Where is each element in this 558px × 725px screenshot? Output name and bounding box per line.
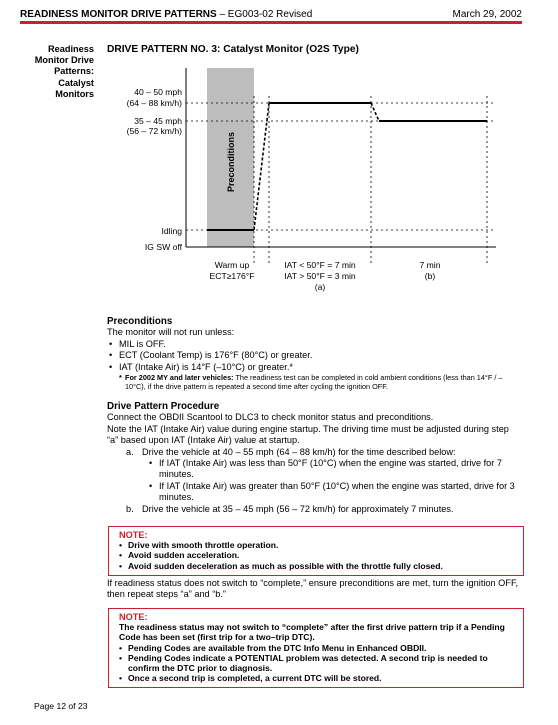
note-1-item: • Avoid sudden deceleration as much as possible with the throttle fully closed. bbox=[119, 561, 515, 571]
y-label-56-72: (56 – 72 km/h) bbox=[126, 126, 182, 136]
precondition-item: • ECT (Coolant Temp) is 176°F (80°C) or greater. bbox=[107, 350, 519, 361]
header-date: March 29, 2002 bbox=[452, 9, 522, 20]
segment-a-line1: IAT < 50°F = 7 min bbox=[284, 260, 356, 270]
segment-b-mark: (b) bbox=[424, 271, 436, 281]
drive-pattern-diagram bbox=[108, 60, 508, 300]
preconditions-list bbox=[107, 339, 519, 373]
note-1-item: • Drive with smooth throttle operation. bbox=[119, 540, 515, 550]
step-b-text: Drive the vehicle at 35 – 45 mph (56 – 72 km/h) for approximately 7 minutes. bbox=[142, 503, 454, 514]
preconditions-intro: The monitor will not run unless: bbox=[107, 327, 235, 338]
segment-a-line2: IAT > 50°F = 3 min bbox=[284, 271, 356, 281]
preconditions-label: Preconditions bbox=[226, 131, 236, 193]
precondition-item: • MIL is OFF. bbox=[107, 339, 519, 350]
y-label-64-88: (64 – 88 km/h) bbox=[126, 98, 182, 108]
page-number: Page 12 of 23 bbox=[34, 701, 88, 711]
segment-b-time: 7 min bbox=[419, 260, 441, 270]
segment-a-mark: (a) bbox=[314, 282, 326, 292]
note-1-label: NOTE: bbox=[119, 530, 148, 540]
drive-pattern-title: DRIVE PATTERN NO. 3: Catalyst Monitor (O2S Type) bbox=[107, 44, 359, 55]
note-2-item: • Pending Codes are available from the DTC Info Menu in Enhanced OBDII. bbox=[119, 643, 515, 653]
preconditions-section bbox=[107, 316, 519, 391]
note-box-2 bbox=[108, 608, 524, 688]
note-2-item: • Pending Codes indicate a POTENTIAL problem was detected. A second trip is needed to confirm the DTC prior to diagnosis. bbox=[119, 653, 515, 673]
note-2-label: NOTE: bbox=[119, 612, 148, 622]
precondition-item: • IAT (Intake Air) is 14°F (–10°C) or greater.* bbox=[107, 362, 519, 373]
step-b-mark: b. bbox=[126, 503, 134, 514]
page-header bbox=[20, 9, 522, 20]
preconditions-heading: Preconditions bbox=[107, 316, 173, 327]
y-label-idling: Idling bbox=[161, 226, 182, 236]
retry-paragraph: If readiness status does not switch to “complete,” ensure preconditions are met, turn the ignition OFF, then repeat steps “a” and “b.” bbox=[107, 578, 519, 600]
step-a bbox=[107, 447, 519, 458]
trace-accel bbox=[254, 103, 269, 230]
procedure-section bbox=[107, 401, 519, 515]
header-title: READINESS MONITOR DRIVE PATTERNS bbox=[20, 9, 217, 20]
step-b bbox=[107, 504, 519, 515]
note-2-item: • Once a second trip is completed, a current DTC will be stored. bbox=[119, 673, 515, 683]
y-label-40-50: 40 – 50 mph bbox=[134, 87, 182, 97]
footnote-bold: For 2002 MY and later vehicles: bbox=[125, 373, 234, 383]
procedure-heading: Drive Pattern Procedure bbox=[107, 401, 220, 412]
segment-warmup: Warm up bbox=[214, 260, 250, 270]
y-label-35-45: 35 – 45 mph bbox=[134, 116, 182, 126]
sidebar-label: Readiness Monitor Drive Patterns: Catalyst Monitors bbox=[34, 44, 94, 99]
procedure-p2: Note the IAT (Intake Air) value during engine startup. The driving time must be adjusted during step “a” based upon IAT (Intake Air) value at startup. bbox=[107, 423, 509, 446]
note-2-intro: The readiness status may not switch to “complete” after the first drive pattern trip if a Pending Code has been set (first trip for a two–trip DTC). bbox=[119, 622, 505, 643]
step-a-item: • If IAT (Intake Air) was greater than 50°F (10°C) when the engine was started, drive for 3 minutes. bbox=[147, 481, 519, 504]
footnote-mark: * bbox=[119, 373, 122, 383]
note-1-list bbox=[119, 540, 515, 571]
drive-pattern-chart bbox=[108, 60, 508, 305]
y-label-ig-sw-off: IG SW off bbox=[144, 242, 182, 252]
segment-ect: ECT≥176°F bbox=[209, 271, 255, 281]
note-1-item: • Avoid sudden acceleration. bbox=[119, 550, 515, 560]
procedure-p1: Connect the OBDII Scantool to DLC3 to check monitor status and preconditions. bbox=[107, 412, 434, 423]
footnote-text: The readiness test can be completed in cold ambient conditions (less than 14°F / –10°C), if the drive pattern is repeated a second time after cycling the ignition OFF. bbox=[125, 373, 503, 391]
preconditions-footnote bbox=[107, 374, 519, 391]
note-box-1 bbox=[108, 526, 524, 576]
header-rule bbox=[20, 21, 522, 24]
note-2-list bbox=[119, 643, 515, 684]
step-a-mark: a. bbox=[126, 446, 134, 457]
header-doc-ref: – EG003-02 Revised bbox=[216, 9, 313, 20]
trace-decel bbox=[371, 103, 379, 121]
step-a-list bbox=[107, 458, 519, 504]
step-a-text: Drive the vehicle at 40 – 55 mph (64 – 88 km/h) for the time described below: bbox=[142, 446, 456, 457]
step-a-item: • If IAT (Intake Air) was less than 50°F (10°C) when the engine was started, drive for 7 minutes. bbox=[147, 458, 519, 481]
